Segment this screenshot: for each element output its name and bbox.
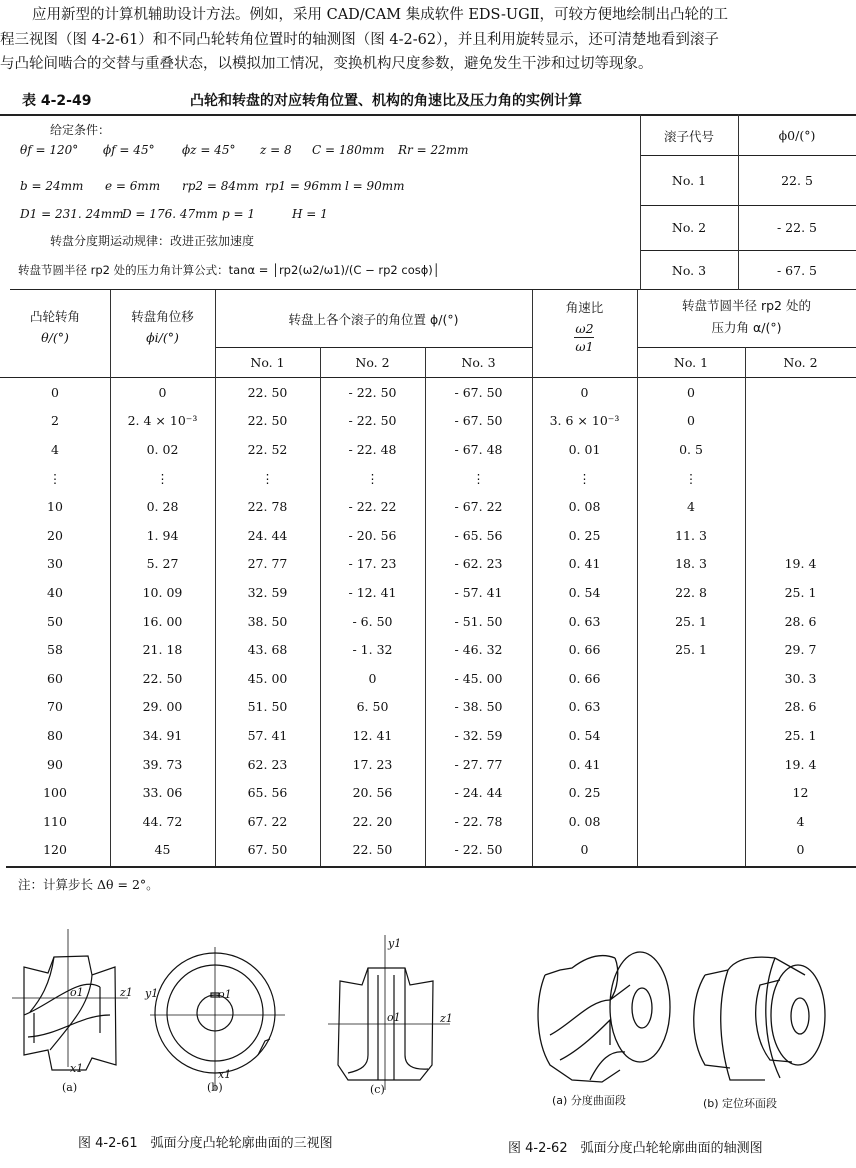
axis-z1-c: z1 xyxy=(440,1012,453,1025)
table-cell: - 22. 48 xyxy=(348,441,397,457)
table-cell: - 67. 50 xyxy=(454,413,503,429)
intro-paragraph xyxy=(0,3,856,77)
table-cell xyxy=(637,750,745,779)
formula: 转盘节圆半径 rp2 处的压力角计算公式：tanα = │rp2(ω2/ω1)/(C − rp2 cosϕ)│ xyxy=(18,263,440,277)
table-cell: 0 xyxy=(580,842,589,858)
table-cell: 33. 06 xyxy=(142,785,183,801)
table-cell: 0 xyxy=(687,413,695,429)
table-cell: 24. 44 xyxy=(247,527,288,543)
table-cell: 0 xyxy=(51,384,59,400)
table-cell: 20 xyxy=(47,527,63,543)
header-ratio: 角速比 xyxy=(565,300,604,315)
table-cell: 4 xyxy=(687,499,695,515)
table-cell: 22. 8 xyxy=(675,584,707,600)
table-cell: ⋮ xyxy=(48,470,62,486)
axis-o1-a: o1 xyxy=(70,986,84,999)
table-cell: - 27. 77 xyxy=(454,756,503,772)
table-cell: 20. 56 xyxy=(352,785,393,801)
table-cell: 100 xyxy=(43,785,67,801)
table-cell: ⋮ xyxy=(156,470,169,486)
header-ratio-denominator: ω1 xyxy=(575,338,594,354)
table-title: 凸轮和转盘的对应转角位置、机构的角速比及压力角的实例计算 xyxy=(190,93,582,109)
table-cell: 110 xyxy=(43,813,67,829)
axis-x1-a: x1 xyxy=(70,1062,84,1075)
table-cell: 16. 00 xyxy=(142,613,183,629)
table-cell: 19. 4 xyxy=(784,756,817,772)
condition-value: e = 6mm xyxy=(105,179,161,193)
table-cell: 0 xyxy=(796,842,805,858)
table-cell: 0. 63 xyxy=(568,699,601,715)
table-cell: 12. 41 xyxy=(352,727,393,743)
figure-61-label-b: (b) xyxy=(207,1081,223,1094)
table-cell xyxy=(637,693,745,722)
table-cell: ⋮ xyxy=(366,470,379,486)
table-cell: 22. 78 xyxy=(247,499,288,515)
table-cell xyxy=(745,492,856,521)
table-cell: ⋮ xyxy=(578,470,591,486)
figure-62-caption: 图 4-2-62 弧面分度凸轮轮廓曲面的轴测图 xyxy=(508,1141,763,1156)
paragraph-line: 程三视图（图 4-2-61）和不同凸轮转角位置时的轴测图（图 4-2-62），并且利用旋转显示，还可清楚地看到滚子 xyxy=(0,31,719,48)
table-cell xyxy=(745,378,856,407)
table-cell: 0 xyxy=(158,384,167,400)
view-a-drawing xyxy=(12,929,128,1070)
condition-value: C = 180mm xyxy=(312,143,385,157)
table-cell: - 12. 41 xyxy=(348,584,397,600)
table-cell: 38. 50 xyxy=(247,613,288,629)
header-cam-angle-unit: θ/(°) xyxy=(41,329,69,345)
table-cell: - 67. 22 xyxy=(454,499,503,515)
table-cell: 22. 50 xyxy=(247,384,288,400)
header-ratio-numerator: ω2 xyxy=(575,320,594,336)
header-pressure-angle-line2: 压力角 α/(°) xyxy=(711,320,782,335)
table-cell: - 17. 23 xyxy=(348,556,397,572)
table-cell: 67. 50 xyxy=(247,842,288,858)
header-roller-positions: 转盘上各个滚子的角位置 ϕ/(°) xyxy=(288,311,459,327)
table-cell: 25. 1 xyxy=(675,642,707,658)
table-cell: ⋮ xyxy=(261,470,274,486)
condition-value: l = 90mm xyxy=(345,179,405,193)
table-cell xyxy=(637,836,745,865)
table-cell: 17. 23 xyxy=(352,756,393,772)
table-cell: - 22. 50 xyxy=(454,842,503,858)
table-cell: 5. 27 xyxy=(146,556,179,572)
header-turret-displacement-unit: ϕi/(°) xyxy=(146,329,179,345)
table-cell: - 67. 48 xyxy=(454,441,503,457)
table-cell: 25. 1 xyxy=(675,613,707,629)
table-cell: 0 xyxy=(687,384,695,400)
isometric-a-drawing xyxy=(538,952,670,1082)
table-cell: 0. 25 xyxy=(568,785,601,801)
roller-phi0: - 22. 5 xyxy=(776,220,817,235)
figure-61-caption: 图 4-2-61 弧面分度凸轮轮廓曲面的三视图 xyxy=(78,1136,333,1151)
table-cell: 2. 4 × 10⁻³ xyxy=(127,413,198,429)
table-cell: 0. 28 xyxy=(146,499,179,515)
table-cell: - 38. 50 xyxy=(454,699,503,715)
table-cell: - 1. 32 xyxy=(352,642,393,658)
table-cell: 51. 50 xyxy=(247,699,288,715)
sub-header: No. 1 xyxy=(673,355,709,370)
conditions-heading: 给定条件： xyxy=(50,123,111,137)
table-cell: 45 xyxy=(154,842,171,858)
table-cell: 19. 4 xyxy=(784,556,817,572)
table-cell: - 22. 50 xyxy=(348,413,397,429)
table-cell: 0 xyxy=(368,670,377,686)
table-cell: 58 xyxy=(47,642,63,658)
table-cell: 22. 20 xyxy=(352,813,393,829)
axis-y1-b: y1 xyxy=(145,987,159,1000)
table-cell: 32. 59 xyxy=(247,584,288,600)
roller-header-phi0: ϕ0/(°) xyxy=(778,128,816,143)
table-cell: 65. 56 xyxy=(247,785,288,801)
condition-value: rp1 = 96mm xyxy=(265,179,342,193)
table-cell: 29. 00 xyxy=(142,699,183,715)
axis-x1-b: x1 xyxy=(218,1068,232,1081)
table-cell: 0. 5 xyxy=(679,441,703,457)
table-cell: 0. 08 xyxy=(568,813,601,829)
table-cell xyxy=(637,807,745,836)
table-cell: - 24. 44 xyxy=(454,785,503,801)
table-cell: 80 xyxy=(47,727,63,743)
condition-value: b = 24mm xyxy=(20,179,84,193)
condition-value: rp2 = 84mm xyxy=(182,179,259,193)
table-cell: - 32. 59 xyxy=(454,727,503,743)
paragraph-line: 与凸轮间啮合的交替与重叠状态，以模拟加工情况，变换机构尺度参数，避免发生干涉和过切等现象。 xyxy=(0,56,653,72)
table-cell: 0. 66 xyxy=(568,642,601,658)
table-cell: 12 xyxy=(792,785,809,801)
condition-value: D1 = 231. 24mm xyxy=(20,207,124,221)
table-cell: - 22. 50 xyxy=(348,384,397,400)
condition-value: p = 1 xyxy=(222,207,255,221)
table-cell: 0. 08 xyxy=(568,499,601,515)
table-cell: 1. 94 xyxy=(146,527,179,543)
figure-61-label-c: (c) xyxy=(370,1083,385,1096)
table-cell: 22. 52 xyxy=(247,441,288,457)
condition-value: θf = 120° xyxy=(20,143,79,157)
table-cell: - 45. 00 xyxy=(454,670,503,686)
table-cell xyxy=(637,778,745,807)
roller-code: No. 2 xyxy=(671,220,707,235)
table-note: 注：计算步长 Δθ = 2°。 xyxy=(18,877,159,892)
table-cell: 6. 50 xyxy=(356,699,389,715)
sub-header: No. 2 xyxy=(355,355,390,370)
header-cam-angle: 凸轮转角 xyxy=(29,309,80,324)
table-cell: 45. 00 xyxy=(247,670,288,686)
motion-law: 转盘分度期运动规律：改进正弦加速度 xyxy=(50,234,255,248)
table-cell: 3. 6 × 10⁻³ xyxy=(549,413,620,429)
table-cell: 60 xyxy=(47,670,63,686)
table-cell xyxy=(745,435,856,464)
table-cell: - 62. 23 xyxy=(454,556,503,572)
table-cell: 10. 09 xyxy=(142,584,183,600)
table-cell: 50 xyxy=(47,613,63,629)
table-cell: 43. 68 xyxy=(247,642,288,658)
table-cell: 0. 54 xyxy=(568,727,601,743)
table-cell: 67. 22 xyxy=(247,813,288,829)
table-cell: 27. 77 xyxy=(247,556,288,572)
table-cell: 28. 6 xyxy=(784,699,817,715)
table-cell: 0. 25 xyxy=(568,527,601,543)
table-cell: ⋮ xyxy=(684,470,698,486)
axis-o1-b: o1 xyxy=(218,988,232,1001)
table-cell: 4 xyxy=(51,441,59,457)
table-cell xyxy=(745,407,856,436)
table-cell: 4 xyxy=(796,813,805,829)
table-number: 表 4-2-49 xyxy=(22,93,92,109)
figure-4-2-62-drawings xyxy=(530,940,850,1090)
isometric-b-drawing xyxy=(694,957,825,1080)
table-cell: - 20. 56 xyxy=(348,527,397,543)
table-cell xyxy=(637,664,745,693)
roller-header-code: 滚子代号 xyxy=(663,128,714,144)
condition-value: H = 1 xyxy=(292,207,328,221)
table-cell: 10 xyxy=(47,499,63,515)
table-cell: 0. 41 xyxy=(568,756,601,772)
figure-62-label-a: (a) 分度曲面段 xyxy=(552,1094,626,1107)
roller-code: No. 3 xyxy=(671,262,707,278)
table-cell: 22. 50 xyxy=(142,670,183,686)
table-cell: 0. 01 xyxy=(568,441,601,457)
table-cell: - 57. 41 xyxy=(454,584,503,600)
header-turret-displacement: 转盘角位移 xyxy=(131,309,194,324)
table-cell: 0. 41 xyxy=(568,556,601,572)
table-cell: 30 xyxy=(47,556,63,572)
table-cell: 0 xyxy=(580,384,589,400)
table-cell: 28. 6 xyxy=(784,613,817,629)
table-cell: 30. 3 xyxy=(784,670,817,686)
table-caption xyxy=(0,90,856,112)
table-cell: 62. 23 xyxy=(247,756,288,772)
table-cell: - 67. 50 xyxy=(454,384,503,400)
table-cell: 57. 41 xyxy=(247,727,288,743)
table-cell xyxy=(745,521,856,550)
figure-62-label-b: (b) 定位环面段 xyxy=(703,1097,778,1110)
bottom-rule xyxy=(6,866,856,868)
table-cell: 2 xyxy=(51,413,59,429)
roller-phi0: - 67. 5 xyxy=(776,262,817,278)
table-cell: 0. 63 xyxy=(568,613,601,629)
axis-y1-c: y1 xyxy=(388,937,402,950)
table-cell xyxy=(745,464,856,493)
table-cell: 25. 1 xyxy=(784,584,817,600)
table-cell: 39. 73 xyxy=(142,756,183,772)
figure-61-label-a: (a) xyxy=(62,1081,78,1094)
sub-header: No. 2 xyxy=(783,355,818,370)
table-cell: 34. 91 xyxy=(142,727,183,743)
roller-phi0: 22. 5 xyxy=(781,172,813,188)
table-cell: 0. 02 xyxy=(146,441,179,457)
table-cell: - 6. 50 xyxy=(352,613,393,629)
sub-header: No. 3 xyxy=(461,355,496,370)
axis-z1-a: z1 xyxy=(120,986,133,999)
table-cell: - 65. 56 xyxy=(454,527,503,543)
table-cell: - 22. 22 xyxy=(348,499,397,515)
table-cell: 25. 1 xyxy=(784,727,817,743)
table-cell: 22. 50 xyxy=(352,842,393,858)
table-cell: 0. 66 xyxy=(568,670,601,686)
table-cell: 22. 50 xyxy=(247,413,288,429)
condition-value: D = 176. 47mm xyxy=(122,207,218,221)
condition-value: Rr = 22mm xyxy=(398,143,469,157)
table-cell: 40 xyxy=(47,584,63,600)
table-cell: ⋮ xyxy=(472,470,485,486)
paragraph-line: 应用新型的计算机辅助设计方法。例如，采用 CAD/CAM 集成软件 EDS-UGⅡ，可较方便地绘制出凸轮的工 xyxy=(32,7,729,23)
header-pressure-angle-line1: 转盘节圆半径 rp2 处的 xyxy=(682,298,811,313)
condition-value: ϕf = 45° xyxy=(103,143,155,157)
table-cell: - 51. 50 xyxy=(454,613,503,629)
table-cell: 90 xyxy=(47,756,63,772)
table-cell: 21. 18 xyxy=(142,642,183,658)
roller-code: No. 1 xyxy=(671,172,707,188)
table-cell: 120 xyxy=(43,842,67,858)
sub-header: No. 1 xyxy=(250,355,285,370)
table-cell: - 46. 32 xyxy=(454,642,503,658)
table-cell: - 22. 78 xyxy=(454,813,503,829)
table-cell xyxy=(637,721,745,750)
table-cell: 18. 3 xyxy=(675,556,707,572)
table-cell: 70 xyxy=(47,699,63,715)
table-cell: 11. 3 xyxy=(675,527,707,543)
condition-value: ϕz = 45° xyxy=(182,143,236,157)
table-cell: 29. 7 xyxy=(784,642,817,658)
condition-value: z = 8 xyxy=(260,143,292,157)
table-cell: 44. 72 xyxy=(142,813,183,829)
table-cell: 0. 54 xyxy=(568,584,601,600)
axis-o1-c: o1 xyxy=(387,1011,401,1024)
